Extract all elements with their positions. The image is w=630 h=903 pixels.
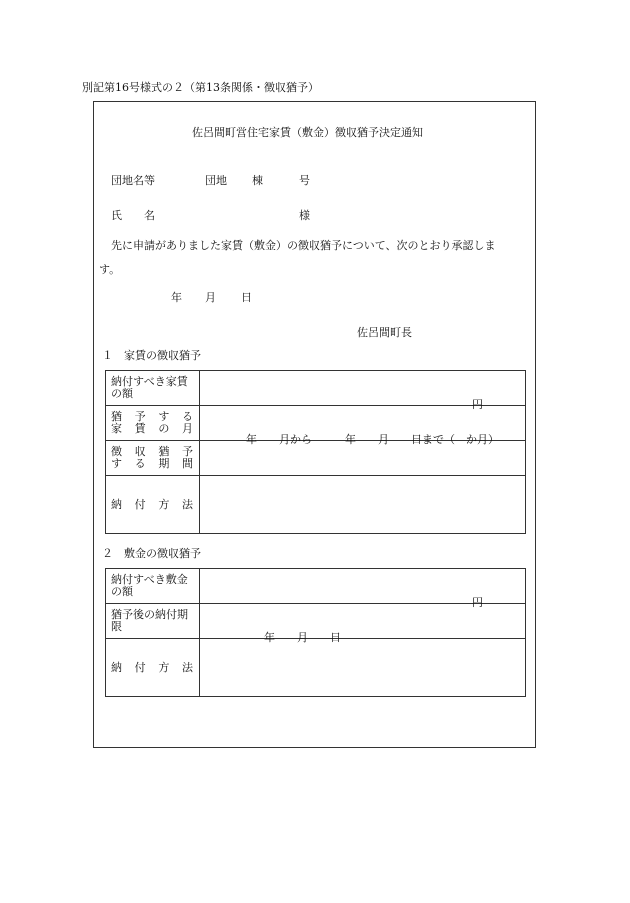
row-label: 猶予後の納付期 限	[106, 604, 200, 639]
table-row	[106, 406, 526, 441]
row-label: 納 付 方 法	[106, 639, 200, 697]
section1-heading: １ 家賃の徴収猶予	[102, 349, 201, 362]
payment-method-cell	[200, 639, 526, 697]
section2-heading: ２ 敷金の徴収猶予	[102, 547, 201, 560]
table-row	[106, 639, 526, 697]
name-label: 氏 名	[111, 209, 155, 222]
table-row	[106, 569, 526, 604]
building-text: 棟	[252, 174, 263, 187]
table-row	[106, 476, 526, 534]
payment-deadline-text: 年 月 日	[264, 631, 341, 644]
table-row	[106, 371, 526, 406]
deposit-deferral-table	[105, 568, 526, 697]
rent-amount-cell	[200, 371, 526, 411]
row-label: 納付すべき家賃 の額	[106, 371, 200, 406]
body-text-line2: す。	[99, 263, 121, 276]
deferred-months-text: 年 月から 年 月 日まで（ か月）	[246, 433, 499, 446]
date-month: 月	[205, 291, 216, 304]
payment-method-cell	[200, 476, 526, 534]
table-row	[106, 604, 526, 639]
yen-unit: 円	[472, 398, 483, 411]
honorific-sama: 様	[299, 209, 310, 222]
issuer: 佐呂間町長	[357, 326, 412, 339]
row-label: 納 付 方 法	[106, 476, 200, 534]
document-title: 佐呂間町営住宅家賃（敷金）徴収猶予決定通知	[192, 126, 423, 139]
deposit-amount-cell	[200, 569, 526, 609]
date-day: 日	[241, 291, 252, 304]
rent-deferral-table	[105, 370, 526, 534]
row-label: 徴 収 猶 予 す る 期 間	[106, 441, 200, 476]
row-label: 納付すべき敷金 の額	[106, 569, 200, 604]
number-text: 号	[299, 174, 310, 187]
danchi-text: 団地	[205, 174, 227, 187]
danchi-label: 団地名等	[111, 174, 155, 187]
yen-unit: 円	[472, 596, 483, 609]
body-text-line1: 先に申請がありました家賃（敷金）の徴収猶予について、次のとおり承認しま	[111, 239, 496, 252]
row-label: 猶 予 す る 家 賃 の 月	[106, 406, 200, 441]
form-number: 別記第16号様式の２（第13条関係・徴収猶予）	[82, 81, 319, 94]
date-year: 年	[171, 291, 182, 304]
